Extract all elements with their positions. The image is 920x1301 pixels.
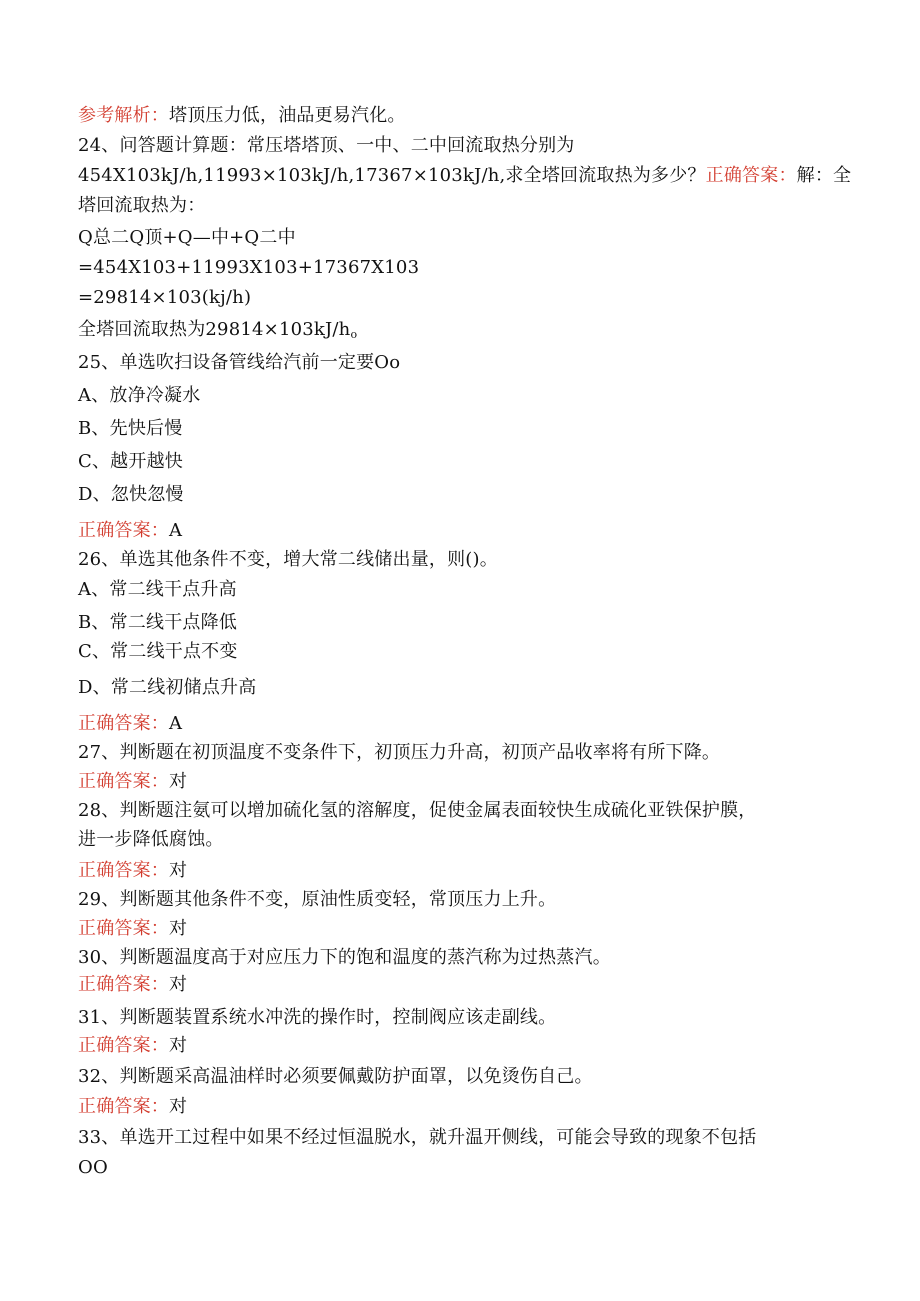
answer-24-line: 塔回流取热为： xyxy=(78,195,206,216)
answer-label: 正确答案： xyxy=(78,974,169,995)
question-33-text: 33、单选开工过程中如果不经过恒温脱水，就升温开侧线，可能会导致的现象不包括 xyxy=(78,1127,757,1148)
reference-analysis-label: 参考解析： xyxy=(78,105,169,126)
question-30-text: 30、判断题温度高于对应压力下的饱和温度的蒸汽称为过热蒸汽。 xyxy=(78,947,611,968)
answer-label: 正确答案： xyxy=(78,918,169,939)
question-25-option-c: C、越开越快 xyxy=(78,451,183,472)
question-28-text: 28、判断题注氨可以增加硫化氢的溶解度，促使金属表面较快生成硫化亚铁保护膜， xyxy=(78,800,757,821)
answer-value: A xyxy=(169,713,183,734)
answer-label: 正确答案： xyxy=(78,1035,169,1056)
answer-label: 正确答案： xyxy=(78,713,169,734)
answer-24-calc-line: =454X103+11993X103+17367X103 xyxy=(78,257,420,278)
answer-24-result-line: =29814×103(kj/h) xyxy=(78,287,252,308)
question-32-text: 32、判断题采高温油样时必须要佩戴防护面罩，以免烫伤自己。 xyxy=(78,1066,593,1087)
question-32-answer xyxy=(78,1097,187,1117)
question-28-text-continued: 进一步降低腐蚀。 xyxy=(78,829,224,850)
question-26-text: 26、单选其他条件不变，增大常二线储出量，则()。 xyxy=(78,549,498,570)
question-25-text: 25、单选吹扫设备管线给汽前一定要Oo xyxy=(78,352,401,373)
answer-value: 对 xyxy=(169,1096,188,1117)
answer-value: 对 xyxy=(169,771,188,792)
answer-24-start: 解：全 xyxy=(796,165,852,186)
question-25-option-d: D、忽快忽慢 xyxy=(78,484,184,505)
answer-24-formula-line: Q总二Q顶+Q—中+Q二中 xyxy=(78,227,296,248)
question-25-option-b: B、先快后慢 xyxy=(78,418,183,439)
question-24-formula: 454X103kJ/h,11993×103kJ/h,17367×103kJ/h,求全塔回流取热为多少？ xyxy=(78,165,706,186)
question-26-option-c: C、常二线干点不变 xyxy=(78,641,238,662)
reference-analysis-line xyxy=(78,106,406,126)
question-28-answer xyxy=(78,861,187,881)
question-29-answer xyxy=(78,919,187,939)
question-25-answer xyxy=(78,521,182,541)
answer-value: 对 xyxy=(169,860,188,881)
question-27-text: 27、判断题在初顶温度不变条件下，初顶压力升高，初顶产品收率将有所下降。 xyxy=(78,742,721,763)
answer-24-conclusion xyxy=(78,320,357,345)
question-24-text: 24、问答题计算题：常压塔塔顶、一中、二中回流取热分别为 xyxy=(78,135,575,156)
question-31-text: 31、判断题装置系统水冲洗的操作时，控制阀应该走副线。 xyxy=(78,1007,557,1028)
question-26-option-a: A、常二线干点升高 xyxy=(78,579,237,600)
answer-value: 对 xyxy=(169,918,188,939)
answer-label: 正确答案： xyxy=(78,771,169,792)
question-26-option-b: B、常二线干点降低 xyxy=(78,612,238,633)
answer-label: 正确答案： xyxy=(78,860,169,881)
answer-value: 对 xyxy=(169,974,188,995)
question-29-text: 29、判断题其他条件不变，原油性质变轻，常顶压力上升。 xyxy=(78,889,557,910)
answer-label: 正确答案： xyxy=(705,165,797,186)
question-26-answer xyxy=(78,714,182,734)
question-30-answer xyxy=(78,975,187,995)
answer-value: 对 xyxy=(169,1035,188,1056)
question-24-continued xyxy=(78,166,851,186)
answer-24-conclusion-text: 全塔回流取热为29814×103kJ/h xyxy=(78,319,351,340)
question-33-text-continued: OO xyxy=(78,1157,108,1178)
reference-analysis-text: 塔顶压力低，油品更易汽化。 xyxy=(169,105,406,126)
answer-label: 正确答案： xyxy=(78,520,169,541)
answer-label: 正确答案： xyxy=(78,1096,169,1117)
answer-24-conclusion-mark: o xyxy=(350,328,358,341)
question-27-answer xyxy=(78,772,187,792)
question-31-answer xyxy=(78,1036,187,1056)
answer-value: A xyxy=(169,520,183,541)
question-25-option-a: A、放净冷凝水 xyxy=(78,385,201,406)
question-26-option-d: D、常二线初储点升高 xyxy=(78,677,257,698)
